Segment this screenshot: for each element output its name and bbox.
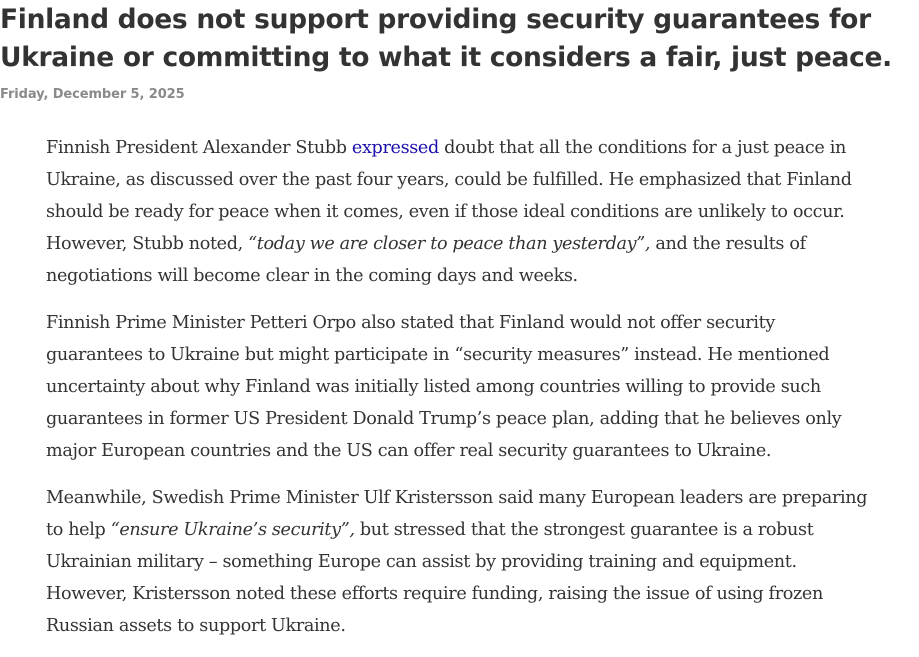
paragraph-3 [46, 482, 876, 642]
article-headline: Finland does not support providing security guarantees for Ukraine or committing to what it considers a fair, just peace. [0, 4, 892, 73]
paragraph-2: Finnish Prime Minister Petteri Orpo also stated that Finland would not offer security guarantees to Ukraine but might participate in “security measures” instead. He mentioned uncertainty about why Finland was initially listed among countries willing to provide such guarantees in former US President Donald Trump’s peace plan, adding that he believes only major European countries and the US can offer real security guarantees to Ukraine. [46, 313, 842, 461]
paragraph-3-text-end: but stressed that the strongest guarantee is a robust Ukrainian military – something Europe can assist by providing training and equipment. However, Kristersson noted these efforts require funding, raising the issue of using frozen Russian assets to support Ukraine. [46, 520, 823, 636]
paragraph-1-text-middle: doubt that all the conditions for a just peace in Ukraine, as discussed over the past four years, could be fulfilled. He emphasized that Finland should be ready for peace when it comes, even if those ideal conditions are unlikely to occur. However, Stubb noted, [46, 138, 852, 254]
paragraph-1 [46, 132, 876, 292]
paragraph-1-text-end: and the results of negotiations will become clear in the coming days and weeks. [46, 234, 806, 286]
paragraph-3-text-start: Meanwhile, Swedish Prime Minister Ulf Kristersson said many European leaders are preparing to help [46, 488, 868, 540]
paragraph-1-text-start: Finnish President Alexander Stubb [46, 138, 352, 158]
expressed-link[interactable]: expressed [351, 138, 439, 158]
stubb-quote: “today we are closer to peace than yesterday”, [248, 234, 651, 254]
article-date: Friday, December 5, 2025 [0, 87, 185, 102]
article-body [46, 132, 876, 657]
kristersson-quote: “ensure Ukraine’s security”, [110, 520, 355, 540]
